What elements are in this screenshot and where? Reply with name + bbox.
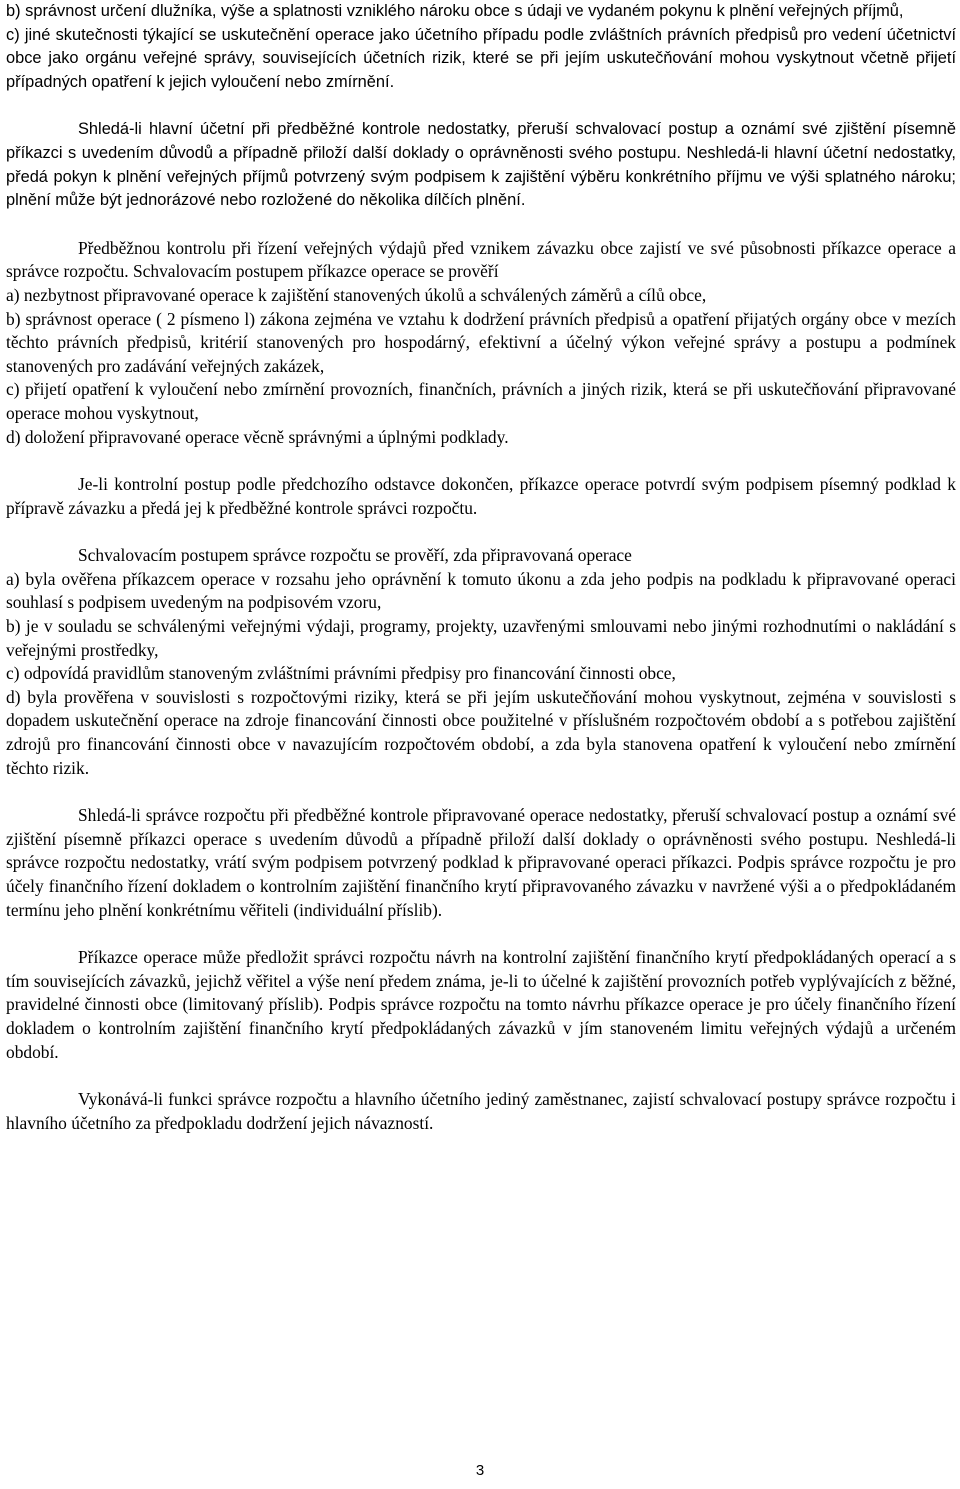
paragraph-line: d) doložení připravované operace věcně správnými a úplnými podklady.	[6, 426, 509, 447]
paragraph	[6, 118, 956, 212]
paragraph-line: c) jiné skutečnosti týkající se uskutečnění operace jako účetního případu podle zvláštních právních předpisů pro vedení účetnictví obce jako orgánu veřejné správy, souvisejících účetních rizik, které se při jejím uskutečňování mohou vyskytnout včetně přijetí případných opatření k jejich vyloučení nebo zmírnění.	[6, 25, 956, 91]
paragraph-gap	[6, 922, 956, 946]
paragraph-line: d) byla prověřena v souvislosti s rozpočtovými riziky, která se při jejím uskutečňování mohou vyskytnout, zejména v souvislosti s dopadem uskutečnění operace na zdroje financování činnosti obce použitelné v příslušném rozpočtovém období a s potřebou zajištění zdrojů pro financování činnosti obce v navazujícím rozpočtovém období, a zda byla stanovena opatření k vyloučení nebo zmírnění těchto rizik.	[6, 686, 956, 778]
paragraph-gap	[6, 449, 956, 473]
paragraph	[6, 1088, 956, 1135]
paragraph-line: Shledá-li správce rozpočtu při předběžné kontrole připravované operace nedostatky, přeruší schvalovací postup a oznámí své zjištění písemně příkazci operace s uvedením důvodů a případně přiloží další doklady o oprávněnosti svého postupu. Neshledá-li správce rozpočtu nedostatky, vrátí svým podpisem potvrzený podklad k připravované operaci příkazci. Podpis správce rozpočtu je pro účely finančního řízení dokladem o kontrolním zajištění finančního krytí připravovaného závazku v navržené výši a o předpokládaném termínu jeho plnění konkrétnímu věřiteli (individuální příslib).	[6, 805, 956, 920]
paragraph	[6, 473, 956, 520]
paragraph	[6, 0, 956, 94]
paragraph	[6, 544, 956, 780]
paragraph-line: c) odpovídá pravidlům stanoveným zvláštními právními předpisy pro financování činnosti obce,	[6, 663, 676, 684]
paragraph-line: a) nezbytnost připravované operace k zajištění stanovených úkolů a schválených záměrů a cílů obce,	[6, 284, 707, 305]
paragraph-line: Předběžnou kontrolu při řízení veřejných výdajů před vznikem závazku obce zajistí ve své působnosti příkazce operace a správce rozpočtu. Schvalovacím postupem příkazce operace se prověří	[6, 237, 956, 282]
page-number: 3	[475, 1462, 485, 1479]
paragraph	[6, 237, 956, 449]
paragraph-line: Je-li kontrolní postup podle předchozího odstavce dokončen, příkazce operace potvrdí svým podpisem písemný podklad k přípravě závazku a předá jej k předběžné kontrole správci rozpočtu.	[6, 474, 956, 518]
paragraph-line: b) je v souladu se schválenými veřejnými výdaji, programy, projekty, uzavřenými smlouvami nebo jinými rozhodnutími o nakládání s veřejnými prostředky,	[6, 616, 956, 660]
document-body	[6, 0, 956, 1135]
paragraph	[6, 804, 956, 922]
paragraph-line: Shledá-li hlavní účetní při předběžné kontrole nedostatky, přeruší schvalovací postup a oznámí své zjištění písemně příkazci s uvedením důvodů a případně přiloží další doklady o oprávněnosti svého postupu. Neshledá-li hlavní účetní nedostatky, předá pokyn k plnění veřejných příjmů potvrzený svým podpisem k zajištění výběru konkrétního příjmu ve výši splatného nároku; plnění může být jednorázové nebo rozložené do několika dílčích plnění.	[6, 120, 956, 210]
paragraph-line: c) přijetí opatření k vyloučení nebo zmírnění provozních, finančních, právních a jiných rizik, která se při uskutečňování připravované operace mohou vyskytnout,	[6, 379, 956, 423]
paragraph-line: Vykonává-li funkci správce rozpočtu a hlavního účetního jediný zaměstnanec, zajistí schvalovací postupy správce rozpočtu i hlavního účetního za předpokladu dodržení jejich návazností.	[6, 1089, 956, 1133]
paragraph-gap	[6, 1064, 956, 1088]
paragraph-line: Příkazce operace může předložit správci rozpočtu návrh na kontrolní zajištění finančního krytí předpokládaných operací a s tím souvisejících závazků, jejichž věřitel a výše není předem známa, je-li to účelné k zajištění provozních potřeb vyplývajících z běžné, pravidelné činnosti obce (limitovaný příslib). Podpis správce rozpočtu na tomto návrhu příkazce operace je pro účely finančního řízení dokladem o kontrolním zajištění finančního krytí předpokládaných závazků v jím stanoveném limitu veřejných výdajů a určeném období.	[6, 947, 956, 1062]
paragraph-line: Schvalovacím postupem správce rozpočtu se prověří, zda připravovaná operace	[78, 545, 632, 566]
paragraph-gap	[6, 213, 956, 237]
paragraph-line: b) správnost určení dlužníka, výše a splatnosti vzniklého nároku obce s údaji ve vydaném pokynu k plnění veřejných příjmů,	[6, 2, 904, 20]
paragraph-gap	[6, 780, 956, 804]
paragraph-gap	[6, 94, 956, 118]
paragraph	[6, 946, 956, 1064]
paragraph-line: b) správnost operace ( 2 písmeno l) zákona zejména ve vztahu k dodržení právních předpisů a opatření přijatých orgány obce v mezích těchto právních předpisů, kritérií stanovených pro hospodárný, efektivní a účelný výkon veřejné správy a postupu a podmínek stanovených pro zadávání veřejných zakázek,	[6, 308, 956, 376]
paragraph-line: a) byla ověřena příkazcem operace v rozsahu jeho oprávnění k tomuto úkonu a zda jeho podpis na podkladu k připravované operaci souhlasí s podpisem uvedeným na podpisovém vzoru,	[6, 568, 956, 613]
paragraph-gap	[6, 520, 956, 544]
